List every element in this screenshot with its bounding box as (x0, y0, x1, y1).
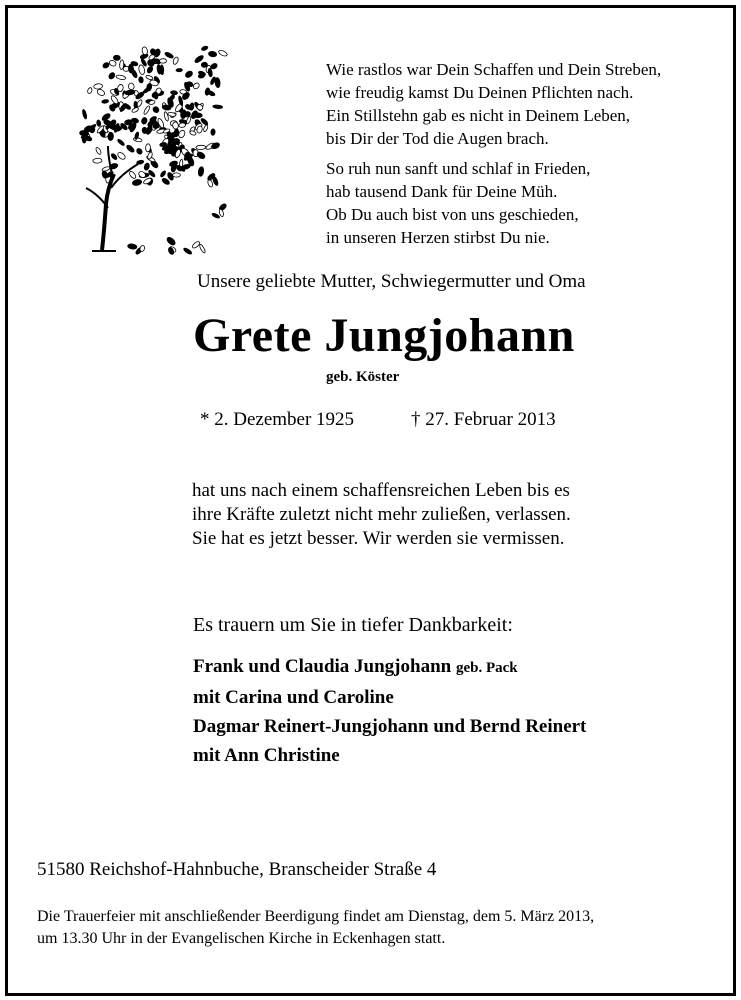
mourner-line: Dagmar Reinert-Jungjohann und Bernd Reinert (193, 716, 587, 737)
windblown-tree-icon (58, 28, 228, 260)
birth-date: * 2. Dezember 1925 (200, 409, 355, 430)
death-date: † 27. Februar 2013 (411, 409, 556, 430)
poem-line: So ruh nun sanft und schlaf in Frieden, (326, 159, 591, 178)
poem-line: bis Dir der Tod die Augen brach. (326, 129, 549, 148)
mourner-name: Frank und Claudia Jungjohann (193, 656, 452, 677)
poem-line: hab tausend Dank für Deine Müh. (326, 182, 558, 201)
mourner-line: mit Carina und Caroline (193, 687, 394, 708)
poem-line: wie freudig kamst Du Deinen Pflichten nach. (326, 83, 634, 102)
funeral-info-line: Die Trauerfeier mit anschließender Beerdigung findet am Dienstag, dem 5. März 2013, (37, 908, 595, 925)
address: 51580 Reichshof-Hahnbuche, Branscheider Straße 4 (37, 859, 437, 880)
poem (326, 58, 661, 249)
poem-line: in unseren Herzen stirbst Du nie. (326, 228, 550, 247)
mourner-line: mit Ann Christine (193, 745, 340, 766)
mourner-line (193, 652, 586, 683)
funeral-info (37, 906, 594, 950)
poem-line: Ein Stillstehn gab es nicht in Deinem Leben, (326, 106, 631, 125)
mourning-line: Es trauern um Sie in tiefer Dankbarkeit: (193, 614, 513, 636)
mourner-maiden-name: geb. Pack (455, 660, 518, 676)
poem-line: Ob Du auch bist von uns geschieden, (326, 205, 579, 224)
intro-line: Unsere geliebte Mutter, Schwiegermutter und Oma (197, 271, 586, 292)
poem-line: Wie rastlos war Dein Schaffen und Dein Streben, (326, 60, 662, 79)
notice-text-line: ihre Kräfte zuletzt nicht mehr zuließen, verlassen. (192, 504, 571, 525)
deceased-name: Grete Jungjohann (193, 309, 575, 362)
notice-text (192, 479, 571, 551)
notice-text-line: Sie hat es jetzt besser. Wir werden sie vermissen. (192, 528, 565, 549)
notice-text-line: hat uns nach einem schaffensreichen Leben bis es (192, 480, 570, 501)
maiden-name: geb. Köster (326, 369, 400, 385)
funeral-info-line: um 13.30 Uhr in der Evangelischen Kirche in Eckenhagen statt. (37, 930, 446, 947)
mourners-list (193, 652, 586, 770)
